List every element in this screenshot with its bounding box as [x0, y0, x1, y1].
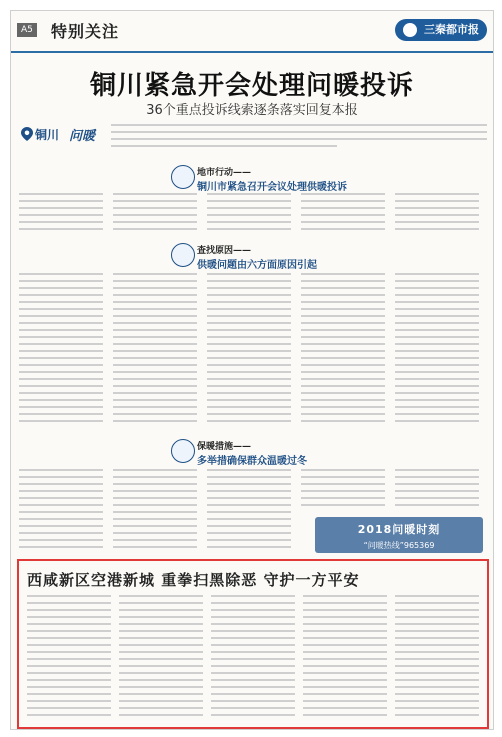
body-column	[19, 469, 103, 553]
body-column	[301, 469, 385, 513]
body-column	[113, 469, 197, 553]
hotline-callout	[315, 517, 483, 553]
highlighted-article-box	[17, 559, 489, 729]
body-column	[19, 273, 103, 433]
section-kicker: 保暖措施——	[197, 442, 252, 452]
location-label: 铜川	[35, 128, 60, 142]
page-header	[11, 11, 493, 53]
wennuan-brand-icon: 问暖	[69, 129, 96, 144]
article-subtitle: 36个重点投诉线索逐条落实回复本报	[146, 103, 358, 118]
body-column	[395, 193, 479, 237]
body-column	[301, 273, 385, 433]
location-tag	[21, 124, 106, 144]
body-column	[207, 193, 291, 237]
map-pin-icon	[21, 127, 33, 141]
section-heading: 铜川市紧急召开会议处理供暖投诉	[197, 182, 347, 193]
section-heading: 多举措确保群众温暖过冬	[197, 456, 307, 467]
newspaper-logo	[395, 19, 487, 41]
boxed-article-title: 西咸新区空港新城 重拳扫黑除恶 守护一方平安	[27, 571, 360, 589]
section-kicker: 查找原因——	[197, 246, 252, 256]
page-number: A5	[17, 23, 37, 37]
boxed-body-column	[27, 595, 111, 723]
section-heading: 供暖问题由六方面原因引起	[197, 260, 317, 271]
section-ring-icon	[171, 243, 195, 267]
body-column	[113, 273, 197, 433]
callout-title: 2018问暖时刻	[357, 523, 441, 536]
body-column	[207, 469, 291, 553]
body-column	[301, 193, 385, 237]
section-kicker: 地市行动——	[197, 168, 252, 178]
body-column	[395, 273, 479, 433]
lead-paragraph	[111, 124, 487, 152]
section-ring-icon	[171, 165, 195, 189]
logo-mark-icon	[403, 23, 417, 37]
boxed-body-column	[119, 595, 203, 723]
boxed-body-column	[395, 595, 479, 723]
section-title: 特别关注	[51, 22, 120, 41]
newspaper-page	[10, 10, 494, 730]
boxed-body-column	[211, 595, 295, 723]
article-title: 铜川紧急开会处理问暖投诉	[89, 71, 414, 101]
body-column	[19, 193, 103, 237]
callout-hotline: “问暖热线”965369	[363, 541, 435, 550]
boxed-body-column	[303, 595, 387, 723]
body-column	[113, 193, 197, 237]
section-ring-icon	[171, 439, 195, 463]
body-column	[207, 273, 291, 433]
logo-text: 三秦都市报	[424, 23, 479, 36]
body-column	[395, 469, 479, 513]
